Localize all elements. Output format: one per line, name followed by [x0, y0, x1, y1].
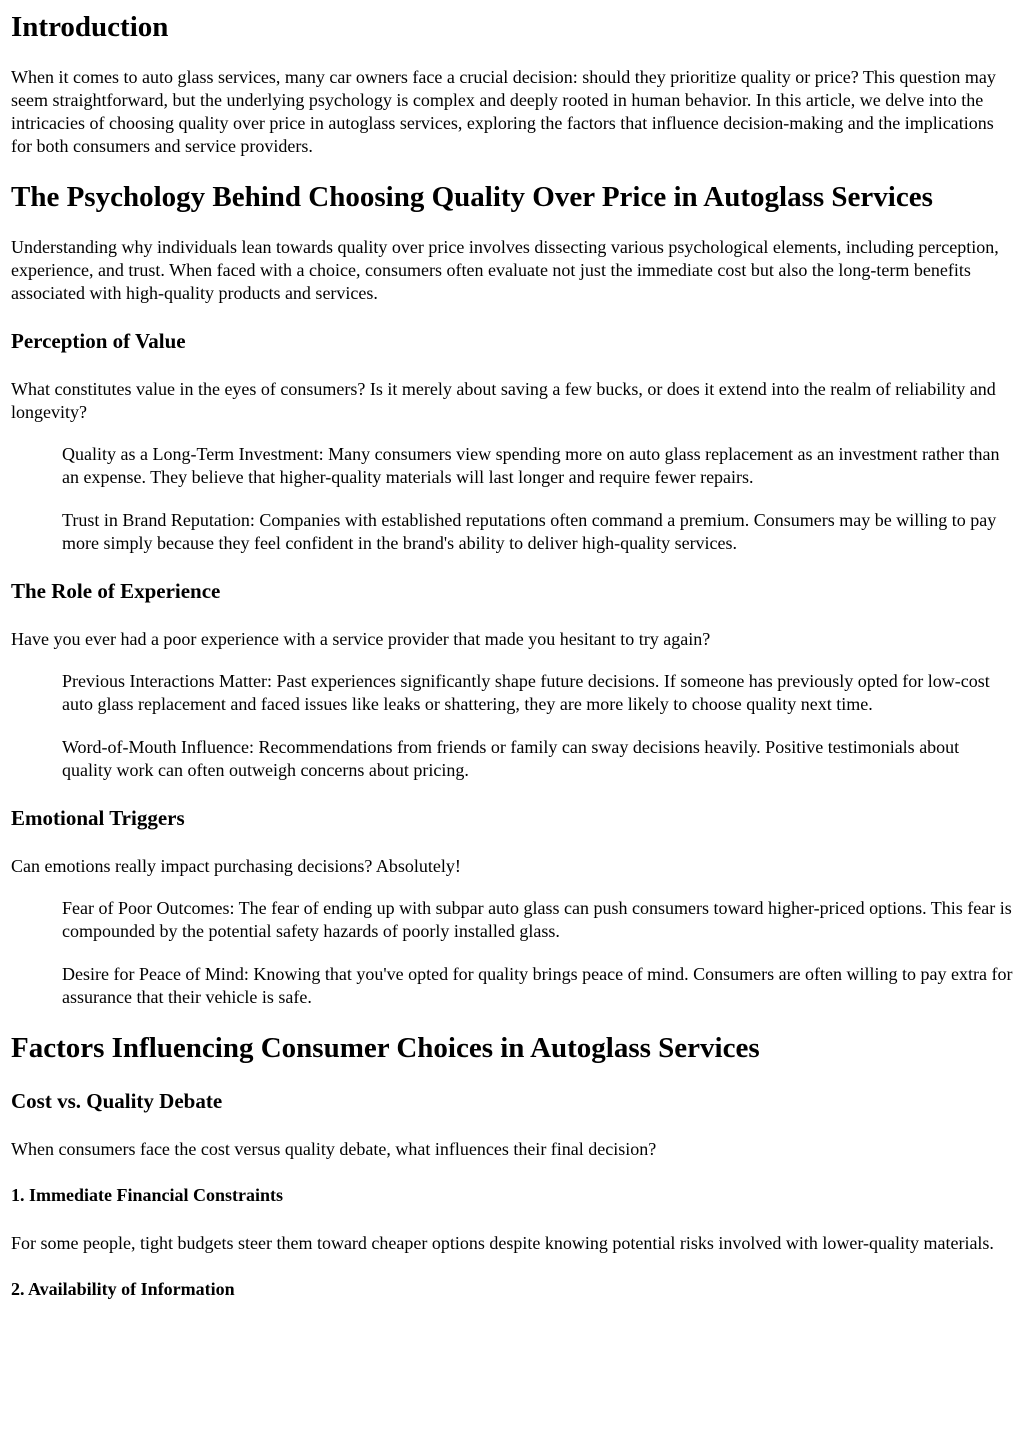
list-item: Trust in Brand Reputation: Companies with established reputations often command a premium. Consumers may be willing to pay more simply because they feel confident in the brand's ability to deliver high-quality services. — [62, 510, 997, 553]
perception-paragraph: What constitutes value in the eyes of consumers? Is it merely about saving a few bucks, or does it extend into the realm of reliability and longevity? — [11, 379, 996, 422]
experience-paragraph: Have you ever had a poor experience with a service provider that made you hesitant to try again? — [11, 629, 711, 649]
intro-heading: Introduction — [11, 11, 169, 43]
factors-heading: Factors Influencing Consumer Choices in Autoglass Services — [11, 1032, 760, 1064]
list-item: Desire for Peace of Mind: Knowing that you've opted for quality brings peace of mind. Consumers are often willing to pay extra for assurance that their vehicle is safe. — [62, 964, 1013, 1007]
emotional-list — [11, 897, 1013, 1009]
experience-list — [11, 670, 1013, 782]
psychology-heading: The Psychology Behind Choosing Quality Over Price in Autoglass Services — [11, 181, 933, 213]
availability-heading: 2. Availability of Information — [11, 1279, 235, 1299]
intro-paragraph: When it comes to auto glass services, many car owners face a crucial decision: should they prioritize quality or price? This question may seem straightforward, but the underlying psychology is complex and deeply rooted in human behavior. In this article, we delve into the intricacies of choosing quality over price in autoglass services, exploring the factors that influence decision-making and the implications for both consumers and service providers. — [11, 67, 996, 156]
list-item: Fear of Poor Outcomes: The fear of ending up with subpar auto glass can push consumers toward higher-priced options. This fear is compounded by the potential safety hazards of poorly installed glass. — [62, 898, 1012, 941]
debate-heading: Cost vs. Quality Debate — [11, 1089, 223, 1113]
list-item: Previous Interactions Matter: Past experiences significantly shape future decisions. If someone has previously opted for low-cost auto glass replacement and faced issues like leaks or shattering, they are more likely to choose quality next time. — [62, 671, 990, 714]
perception-list — [11, 443, 1013, 555]
experience-heading: The Role of Experience — [11, 579, 221, 603]
list-item: Word-of-Mouth Influence: Recommendations from friends or family can sway decisions heavily. Positive testimonials about quality work can often outweigh concerns about pricing. — [62, 737, 960, 780]
financial-heading: 1. Immediate Financial Constraints — [11, 1185, 283, 1205]
emotional-paragraph: Can emotions really impact purchasing decisions? Absolutely! — [11, 856, 461, 876]
emotional-heading: Emotional Triggers — [11, 806, 185, 830]
financial-paragraph: For some people, tight budgets steer them toward cheaper options despite knowing potential risks involved with lower-quality materials. — [11, 1233, 994, 1253]
list-item: Quality as a Long-Term Investment: Many consumers view spending more on auto glass replacement as an investment rather than an expense. They believe that higher-quality materials will last longer and require fewer repairs. — [62, 444, 1000, 487]
psychology-paragraph: Understanding why individuals lean towards quality over price involves dissecting various psychological elements, including perception, experience, and trust. When faced with a choice, consumers often evaluate not just the immediate cost but also the long-term benefits associated with high-quality products and services. — [11, 237, 999, 303]
perception-heading: Perception of Value — [11, 329, 186, 353]
article — [0, 10, 1024, 1300]
debate-paragraph: When consumers face the cost versus quality debate, what influences their final decision? — [11, 1139, 657, 1159]
